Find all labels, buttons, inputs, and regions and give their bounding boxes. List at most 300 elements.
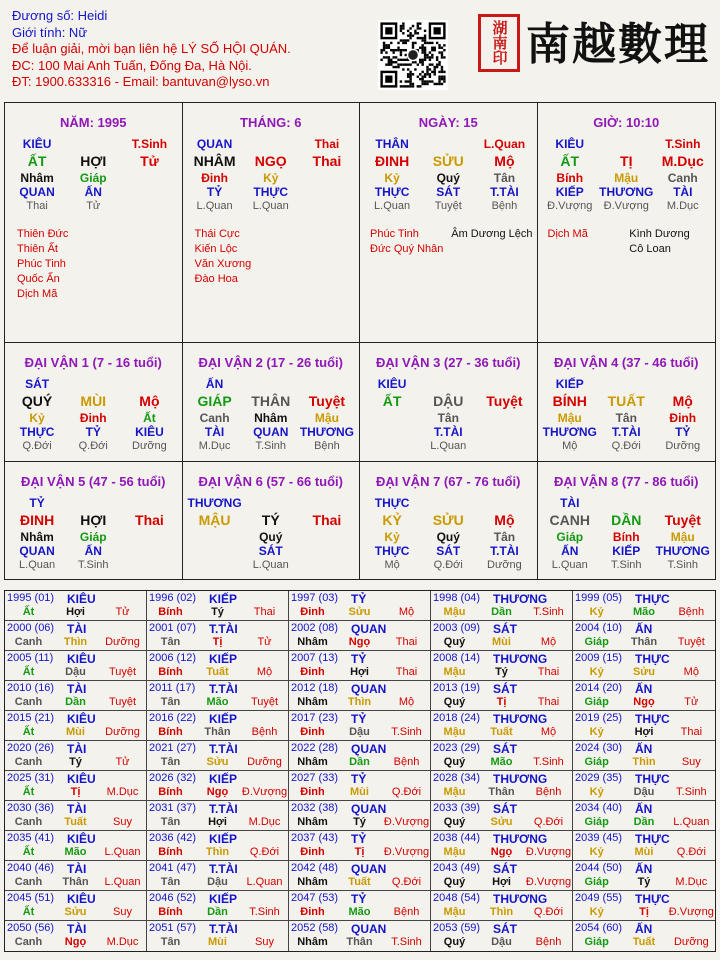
year-phase: Tử (684, 696, 699, 708)
year-stem: Mậu (443, 726, 466, 738)
year-phase: Q.Đới (391, 876, 422, 888)
year-branch: Thân (488, 786, 515, 798)
year-phase: Đ.Vượng (383, 816, 430, 828)
year-cell[interactable] (289, 921, 431, 951)
year-cell[interactable] (573, 741, 715, 771)
year-stem: Tân (160, 756, 181, 768)
year-cell[interactable] (573, 591, 715, 621)
year-cell[interactable] (5, 621, 147, 651)
year-label: 2033 (39) (433, 802, 481, 814)
pillar-value: THỰC (374, 544, 410, 558)
pillar-value: L.Quan (252, 200, 289, 212)
pillar-value: TUẤT (607, 393, 645, 409)
year-phase: L.Quan (673, 816, 710, 828)
pillar-value: M.Dục (661, 153, 704, 169)
year-stem: Bính (158, 786, 183, 798)
year-cell[interactable] (289, 681, 431, 711)
year-values (5, 876, 146, 888)
year-stem: Tân (160, 936, 181, 948)
year-cell[interactable] (573, 891, 715, 921)
pillar-value: Quý (436, 171, 460, 185)
year-cell[interactable] (147, 771, 289, 801)
pillar-row-r1 (542, 496, 712, 510)
year-god: THỰC (635, 772, 670, 786)
year-cell[interactable] (431, 621, 573, 651)
pillar-value: KIÊU (555, 137, 585, 151)
year-god: THỰC (635, 892, 670, 906)
pillar-value: Mộ (384, 559, 400, 571)
year-label: 2011 (17) (149, 682, 196, 694)
year-stem: Tân (160, 876, 181, 888)
year-cell[interactable] (289, 801, 431, 831)
year-branch: Thìn (63, 636, 88, 648)
star-item: Phúc Tinh (370, 228, 419, 240)
pillar-value (299, 544, 355, 558)
year-values (573, 876, 715, 888)
year-cell[interactable] (431, 861, 573, 891)
year-god: KIẾP (209, 832, 238, 846)
year-label: 2018 (24) (433, 712, 481, 724)
year-values (573, 636, 715, 648)
year-cell[interactable] (573, 681, 715, 711)
year-cell[interactable] (5, 741, 147, 771)
year-phase: T.Sinh (533, 756, 564, 768)
pillar-value: SÁT (436, 185, 461, 199)
year-cell[interactable] (5, 861, 147, 891)
year-cell[interactable] (289, 711, 431, 741)
pillar-row-r2 (187, 151, 356, 171)
year-god: SÁT (493, 862, 517, 876)
pillar-value: L.Quan (252, 559, 289, 571)
year-label: 2038 (44) (433, 832, 481, 844)
year-phase: Mộ (256, 666, 273, 678)
pillar-value: ẤN (84, 185, 102, 199)
year-label: 2049 (55) (575, 892, 623, 904)
pillar-value: Kỷ (384, 530, 400, 544)
year-phase: Bệnh (678, 606, 705, 618)
year-cell[interactable] (147, 621, 289, 651)
pillar-row-r3 (187, 171, 356, 185)
pillar-value: T.Sinh (610, 559, 642, 571)
pillar-value: GIÁP (197, 393, 232, 409)
year-cell[interactable] (431, 801, 573, 831)
star-item (548, 242, 630, 257)
year-cell[interactable] (147, 891, 289, 921)
year-god: TỶ (351, 712, 367, 726)
year-values (5, 666, 146, 678)
year-god: T.TÀI (209, 922, 238, 936)
year-label: 2009 (15) (575, 652, 623, 664)
year-stem: Giáp (584, 696, 609, 708)
pillar-value: SỬU (432, 512, 464, 528)
year-values (573, 726, 715, 738)
pillar-row-r4 (187, 425, 356, 439)
year-values (289, 906, 430, 918)
year-values (573, 936, 715, 948)
year-phase: T.Sinh (533, 606, 564, 618)
star-item: Phúc Tinh (17, 258, 66, 270)
qr-code-icon[interactable] (378, 20, 448, 90)
year-values (431, 816, 572, 828)
pillar-value: ẤN (84, 544, 102, 558)
year-cell[interactable] (147, 711, 289, 741)
pillar-value: Quý (259, 530, 283, 544)
pillar-value: THƯƠNG (187, 496, 242, 510)
year-god: KIẾP (209, 892, 238, 906)
pillar-row-r3 (187, 530, 356, 544)
year-cell[interactable] (573, 921, 715, 951)
pillar-value: THỰC (253, 185, 289, 199)
pillar-value (476, 439, 532, 453)
year-phase: L.Quan (246, 876, 283, 888)
year-cell[interactable] (573, 861, 715, 891)
year-label: 1995 (01) (7, 592, 55, 604)
year-branch: Mùi (492, 636, 511, 648)
year-phase: Suy (113, 906, 132, 918)
year-cell[interactable] (431, 741, 573, 771)
pillar-row-r4 (9, 425, 178, 439)
pillar-value: DẦN (611, 512, 642, 528)
year-stem: Ất (22, 846, 35, 858)
header-line: Để luận giải, mời bạn liên hệ LÝ SỐ HỘI QUÁN. (12, 41, 291, 56)
year-branch: Dần (207, 906, 228, 918)
year-cell[interactable] (5, 681, 147, 711)
pillar-row-r2 (9, 510, 178, 530)
year-phase: Đ.Vượng (241, 786, 288, 798)
year-values (289, 756, 430, 768)
pillar-value: THƯƠNG (542, 425, 597, 439)
year-stem: Đinh (300, 606, 325, 618)
year-label: 2025 (31) (7, 772, 55, 784)
year-branch: Tuất (348, 876, 371, 888)
year-values (573, 786, 715, 798)
pillar-value (121, 530, 177, 544)
year-cell[interactable] (431, 681, 573, 711)
year-cell[interactable] (289, 891, 431, 921)
year-label: 2001 (07) (149, 622, 197, 634)
star-item: Thiên Ất (17, 243, 58, 255)
pillar-value: Thai (26, 200, 48, 212)
year-god: TỶ (351, 832, 367, 846)
pillar-row-r4 (187, 185, 356, 199)
pillar-value: TỶ (29, 496, 45, 510)
year-label: 2047 (53) (291, 892, 339, 904)
pillar-value: L.Quan (483, 137, 526, 151)
pillar-row-r3 (9, 171, 178, 185)
year-phase: Thai (680, 726, 703, 738)
year-branch: Dậu (65, 666, 86, 678)
pillar-value: Giáp (79, 171, 107, 185)
pillar-value (299, 496, 355, 510)
pillar-value: Tuyệt (308, 393, 346, 409)
year-cell[interactable] (5, 921, 147, 951)
year-label: 2037 (43) (291, 832, 339, 844)
year-cell[interactable] (147, 681, 289, 711)
year-cell[interactable] (147, 831, 289, 861)
year-stem: Tân (160, 816, 181, 828)
pillar-value: TỶ (206, 185, 223, 199)
pillar-cell (360, 462, 538, 579)
pillar-value: QUAN (253, 425, 289, 439)
pillar-title: ĐẠI VẬN 3 (27 - 36 tuổi) (376, 355, 521, 370)
year-values (573, 606, 715, 618)
year-branch: Mão (632, 606, 655, 618)
year-phase: T.Sinh (391, 726, 422, 738)
star-item (451, 242, 532, 257)
pillar-value: HỢI (80, 153, 107, 169)
year-god: KIẾP (209, 772, 238, 786)
year-label: 1999 (05) (575, 592, 623, 604)
year-label: 2045 (51) (7, 892, 55, 904)
pillar-value: Đ.Vượng (547, 200, 593, 212)
pillar-value (243, 496, 299, 510)
pillar-value: Đinh (669, 411, 697, 425)
pillar-value: Đ.Vượng (603, 200, 649, 212)
pillar-value (121, 199, 177, 213)
year-cell[interactable] (147, 591, 289, 621)
year-cell[interactable] (289, 591, 431, 621)
year-branch: Thân (346, 936, 373, 948)
pillar-value (121, 377, 177, 391)
year-label: 2006 (12) (149, 652, 197, 664)
year-cell[interactable] (431, 591, 573, 621)
pillar-value: T.Sinh (255, 440, 287, 452)
year-cell[interactable] (289, 831, 431, 861)
pillar-title: ĐẠI VẬN 7 (67 - 76 tuổi) (376, 474, 521, 489)
pillar-value (299, 171, 355, 185)
year-cell[interactable] (5, 651, 147, 681)
year-cell[interactable] (5, 711, 147, 741)
year-phase: Đ.Vượng (525, 846, 572, 858)
year-stem: Mậu (443, 606, 466, 618)
year-label: 2016 (22) (149, 712, 197, 724)
year-cell[interactable] (573, 831, 715, 861)
year-stem: Nhâm (297, 636, 328, 648)
year-label: 2032 (38) (291, 802, 339, 814)
year-cell[interactable] (573, 771, 715, 801)
pillar-value: THƯƠNG (655, 544, 710, 558)
year-phase: L.Quan (104, 846, 141, 858)
chart-header (12, 8, 372, 91)
year-stem: Nhâm (297, 936, 328, 948)
year-god: THƯƠNG (493, 652, 548, 666)
year-branch: Tuất (64, 816, 87, 828)
year-cell[interactable] (5, 771, 147, 801)
year-branch: Dậu (491, 936, 512, 948)
year-god: TÀI (67, 922, 87, 936)
year-cell[interactable] (431, 771, 573, 801)
year-branch: Tý (69, 756, 82, 768)
pillar-row-r1 (9, 496, 178, 510)
year-cell[interactable] (289, 771, 431, 801)
pillar-row-r1 (364, 377, 533, 391)
year-stem: Canh (14, 876, 43, 888)
pillar-value: THỰC (374, 185, 410, 199)
year-god: THƯƠNG (493, 832, 548, 846)
year-stem: Kỷ (589, 606, 604, 618)
year-cell[interactable] (573, 621, 715, 651)
year-phase: T.Sinh (249, 906, 280, 918)
pillar-value: Q.Đới (78, 440, 108, 452)
pillar-value: Kỷ (384, 171, 400, 185)
year-label: 2000 (06) (7, 622, 55, 634)
year-cell[interactable] (5, 891, 147, 921)
year-stem: Nhâm (297, 876, 328, 888)
year-god: TÀI (67, 742, 87, 756)
year-cell[interactable] (431, 831, 573, 861)
pillar-row-r3 (187, 411, 356, 425)
pillar-cell (5, 103, 183, 343)
year-values (147, 666, 288, 678)
year-branch: Thìn (347, 696, 372, 708)
pillar-row-r4 (542, 185, 712, 199)
pillar-value: T.Sinh (77, 559, 109, 571)
pillar-value: Canh (199, 411, 230, 425)
year-stem: Bính (158, 726, 183, 738)
year-phase: Bệnh (251, 726, 278, 738)
year-branch: Hợi (492, 876, 511, 888)
year-cell[interactable] (289, 741, 431, 771)
year-values (289, 936, 430, 948)
year-cell[interactable] (147, 651, 289, 681)
year-god: THƯƠNG (493, 892, 548, 906)
year-branch: Sửu (490, 816, 513, 828)
year-stem: Canh (14, 636, 43, 648)
year-cell[interactable] (147, 861, 289, 891)
year-phase: Tử (257, 636, 272, 648)
pillar-row-r3 (542, 411, 712, 425)
pillar-cell (360, 103, 538, 343)
year-stem: Quý (443, 696, 466, 708)
seal-stamp (478, 14, 520, 72)
pillar-value: QUAN (196, 137, 233, 151)
pillar-value: ẤN (561, 544, 579, 558)
pillar-title: ĐẠI VẬN 5 (47 - 56 tuổi) (21, 474, 166, 489)
year-cell[interactable] (431, 921, 573, 951)
pillar-value: Mậu (557, 411, 582, 425)
pillar-value: Kỷ (29, 411, 45, 425)
pillar-cell (183, 343, 361, 462)
year-god: T.TÀI (209, 802, 238, 816)
year-phase: Dưỡng (105, 636, 140, 648)
year-values (289, 816, 430, 828)
year-god: TÀI (67, 862, 87, 876)
pillar-row-r1 (187, 377, 356, 391)
year-label: 2020 (26) (7, 742, 55, 754)
pillar-title: ĐẠI VẬN 6 (57 - 66 tuổi) (198, 474, 343, 489)
year-cell[interactable] (5, 831, 147, 861)
year-god: T.TÀI (209, 682, 238, 696)
star-item: Thiên Đức (17, 228, 69, 240)
year-cell[interactable] (147, 921, 289, 951)
pillar-row-r5 (364, 558, 533, 572)
year-values (573, 696, 715, 708)
year-cell[interactable] (573, 651, 715, 681)
year-values (147, 786, 288, 798)
year-cell[interactable] (573, 801, 715, 831)
pillar-cell (183, 462, 361, 579)
year-branch: Tuất (206, 666, 229, 678)
year-phase: Bệnh (535, 936, 562, 948)
year-stem: Canh (14, 756, 43, 768)
year-cell[interactable] (431, 891, 573, 921)
pillar-value: Bệnh (491, 200, 518, 212)
year-cell[interactable] (147, 741, 289, 771)
pillar-row-r1 (542, 377, 712, 391)
year-label: 2005 (11) (7, 652, 54, 664)
pillar-value: Đinh (201, 171, 228, 185)
pillar-value (476, 411, 532, 425)
year-branch: Tị (496, 696, 507, 708)
pillar-value: BÍNH (552, 393, 587, 409)
pillar-value: Tân (437, 411, 459, 425)
year-cell[interactable] (431, 651, 573, 681)
year-cell[interactable] (289, 651, 431, 681)
year-label: 2054 (60) (575, 922, 623, 934)
year-phase: Tuyệt (108, 696, 137, 708)
year-stem: Tân (160, 636, 181, 648)
pillar-value: TÀI (560, 496, 580, 510)
year-label: 2039 (45) (575, 832, 623, 844)
pillar-value: Q.Đới (433, 559, 463, 571)
pillar-value (476, 425, 532, 439)
year-branch: Tị (212, 636, 223, 648)
pillar-value: QUAN (19, 544, 55, 558)
star-item: Kiến Lộc (194, 243, 238, 255)
pillar-value: THƯƠNG (599, 185, 654, 199)
pillar-value (121, 558, 177, 572)
year-branch: Mùi (66, 726, 85, 738)
pillar-value: Tân (493, 171, 516, 185)
year-values (431, 696, 572, 708)
year-stem: Mậu (443, 786, 466, 798)
pillar-stars (187, 227, 356, 287)
pillar-value: MẬU (198, 512, 231, 528)
year-cell[interactable] (573, 711, 715, 741)
pillar-row-r1 (364, 137, 533, 151)
pillar-value: KIÊU (135, 425, 164, 439)
pillar-row-r2 (9, 391, 178, 411)
pillar-row-r5 (364, 439, 533, 453)
year-stem: Đinh (300, 906, 325, 918)
year-stem: Đinh (300, 846, 325, 858)
pillar-value: Nhâm (20, 171, 54, 185)
year-branch: Mão (490, 756, 513, 768)
pillar-title: NGÀY: 15 (418, 115, 478, 130)
pillar-value (420, 496, 476, 510)
pillar-value: KỶ (382, 512, 402, 528)
year-branch: Hợi (350, 666, 369, 678)
year-values (289, 876, 430, 888)
year-cell[interactable] (289, 621, 431, 651)
year-cell[interactable] (289, 861, 431, 891)
pillar-value (65, 137, 121, 151)
star-item: Dịch Mã (547, 228, 588, 240)
year-cell[interactable] (431, 711, 573, 741)
year-cell[interactable] (147, 801, 289, 831)
year-stem: Đinh (300, 666, 325, 678)
year-cell[interactable] (5, 801, 147, 831)
year-god: KIÊU (67, 592, 96, 606)
year-branch: Tuất (632, 936, 656, 948)
year-cell[interactable] (5, 591, 147, 621)
pillar-value: TỊ (620, 153, 633, 169)
pillar-title: ĐẠI VẬN 4 (37 - 46 tuổi) (554, 355, 699, 370)
pillar-row-r4 (9, 544, 178, 558)
year-label: 2002 (08) (291, 622, 339, 634)
pillar-value: Tuyệt (434, 200, 462, 212)
year-branch: Sửu (206, 756, 229, 768)
